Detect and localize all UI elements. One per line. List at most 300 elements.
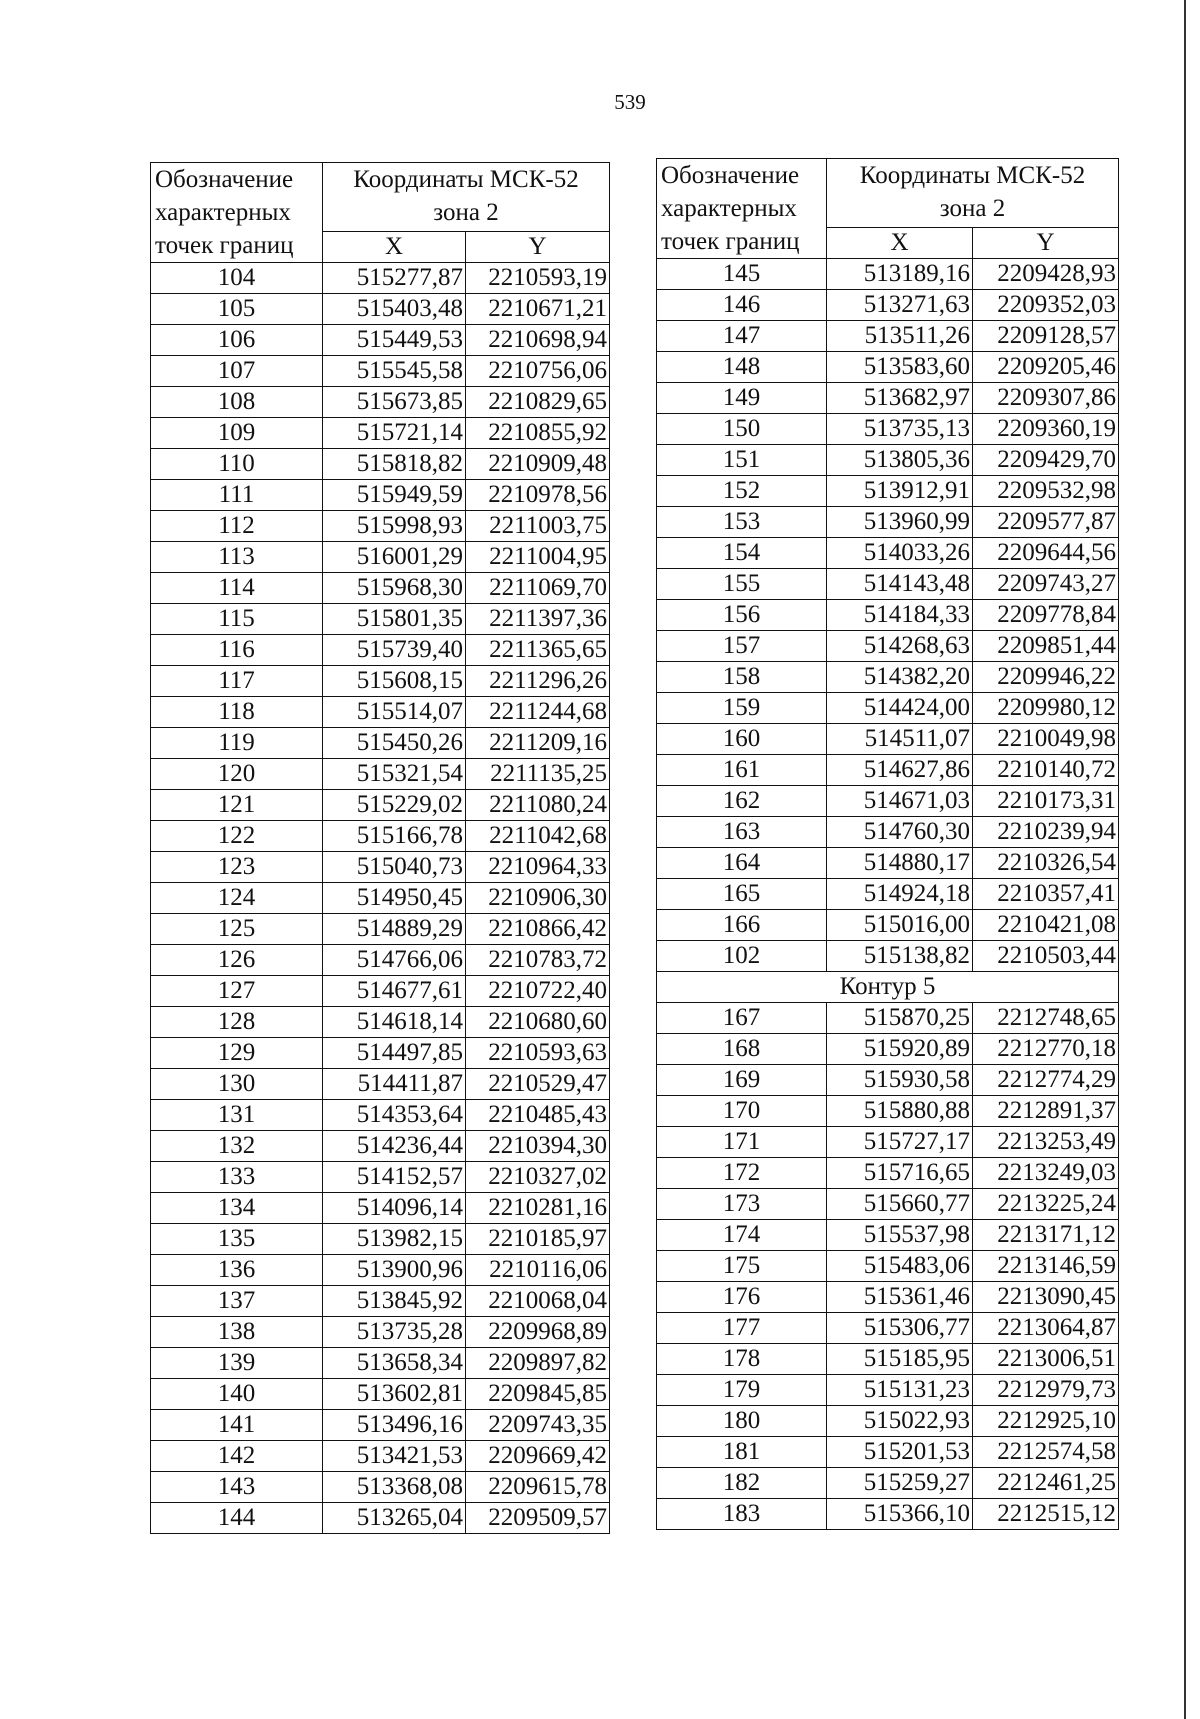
table-row	[657, 755, 1119, 786]
y-coordinate-cell: 2209307,86	[973, 383, 1119, 414]
x-coordinate-cell: 515608,15	[323, 666, 466, 697]
point-number-cell: 160	[657, 724, 827, 755]
point-number-cell: 144	[151, 1503, 323, 1534]
x-coordinate-cell: 515022,93	[827, 1406, 973, 1437]
point-number-cell: 149	[657, 383, 827, 414]
y-coordinate-cell: 2209205,46	[973, 352, 1119, 383]
point-number-cell: 140	[151, 1379, 323, 1410]
y-coordinate-cell: 2209980,12	[973, 693, 1119, 724]
table-row	[151, 1441, 610, 1472]
table-row	[657, 383, 1119, 414]
x-coordinate-cell: 515968,30	[323, 573, 466, 604]
x-coordinate-cell: 515930,58	[827, 1065, 973, 1096]
point-number-cell: 173	[657, 1189, 827, 1220]
point-number-cell: 154	[657, 538, 827, 569]
y-coordinate-cell: 2210185,97	[466, 1224, 610, 1255]
point-number-cell: 177	[657, 1313, 827, 1344]
x-coordinate-cell: 515880,88	[827, 1096, 973, 1127]
table-row	[151, 1410, 610, 1441]
x-coordinate-cell: 515138,82	[827, 941, 973, 972]
x-coordinate-cell: 513583,60	[827, 352, 973, 383]
point-number-cell: 156	[657, 600, 827, 631]
point-number-cell: 133	[151, 1162, 323, 1193]
y-coordinate-cell: 2212515,12	[973, 1499, 1119, 1530]
y-coordinate-cell: 2211069,70	[466, 573, 610, 604]
table-row	[151, 604, 610, 635]
point-number-cell: 130	[151, 1069, 323, 1100]
x-coordinate-cell: 515321,54	[323, 759, 466, 790]
table-row	[151, 697, 610, 728]
table-row	[657, 1499, 1119, 1530]
designation-header-line: характерных	[661, 195, 797, 222]
x-coordinate-cell: 515306,77	[827, 1313, 973, 1344]
table-row	[151, 294, 610, 325]
x-coordinate-cell: 515366,10	[827, 1499, 973, 1530]
y-coordinate-cell: 2210671,21	[466, 294, 610, 325]
y-coordinate-cell: 2210756,06	[466, 356, 610, 387]
table-row	[151, 1379, 610, 1410]
y-coordinate-cell: 2209743,27	[973, 569, 1119, 600]
point-number-cell: 175	[657, 1251, 827, 1282]
table-body	[657, 159, 1119, 1530]
y-coordinate-cell: 2209428,93	[973, 259, 1119, 290]
x-coordinate-cell: 514950,45	[323, 883, 466, 914]
table-row	[151, 1038, 610, 1069]
x-coordinate-cell: 513845,92	[323, 1286, 466, 1317]
table-row	[151, 387, 610, 418]
table-row	[657, 321, 1119, 352]
y-coordinate-cell: 2213146,59	[973, 1251, 1119, 1282]
y-coordinate-cell: 2209644,56	[973, 538, 1119, 569]
x-coordinate-cell: 514382,20	[827, 662, 973, 693]
table-row	[151, 511, 610, 542]
table-row	[151, 1007, 610, 1038]
x-coordinate-cell: 515716,65	[827, 1158, 973, 1189]
point-number-cell: 171	[657, 1127, 827, 1158]
y-coordinate-cell: 2209429,70	[973, 445, 1119, 476]
point-number-cell: 180	[657, 1406, 827, 1437]
table-row	[151, 1286, 610, 1317]
x-coordinate-cell: 515361,46	[827, 1282, 973, 1313]
point-number-cell: 115	[151, 604, 323, 635]
x-coordinate-cell: 515229,02	[323, 790, 466, 821]
designation-header-line: Обозначение	[155, 166, 294, 193]
x-coordinate-cell: 515450,26	[323, 728, 466, 759]
x-coordinate-cell: 515537,98	[827, 1220, 973, 1251]
y-coordinate-cell: 2209128,57	[973, 321, 1119, 352]
table-row	[151, 480, 610, 511]
y-coordinate-cell: 2210239,94	[973, 817, 1119, 848]
point-number-cell: 168	[657, 1034, 827, 1065]
table-row	[151, 1348, 610, 1379]
y-coordinate-cell: 2209532,98	[973, 476, 1119, 507]
y-coordinate-cell: 2210173,31	[973, 786, 1119, 817]
point-number-cell: 112	[151, 511, 323, 542]
x-coordinate-cell: 513735,13	[827, 414, 973, 445]
x-coordinate-cell: 514880,17	[827, 848, 973, 879]
point-number-cell: 162	[657, 786, 827, 817]
table-row	[657, 414, 1119, 445]
table-row	[657, 1406, 1119, 1437]
x-coordinate-cell: 514236,44	[323, 1131, 466, 1162]
x-coordinate-cell: 514677,61	[323, 976, 466, 1007]
point-number-cell: 109	[151, 418, 323, 449]
table-row	[151, 573, 610, 604]
point-number-cell: 134	[151, 1193, 323, 1224]
table-row	[151, 945, 610, 976]
y-coordinate-cell: 2210357,41	[973, 879, 1119, 910]
y-coordinate-cell: 2212925,10	[973, 1406, 1119, 1437]
x-coordinate-cell: 514671,03	[827, 786, 973, 817]
y-coordinate-cell: 2209509,57	[466, 1503, 610, 1534]
x-coordinate-cell: 515131,23	[827, 1375, 973, 1406]
y-coordinate-cell: 2211003,75	[466, 511, 610, 542]
point-number-cell: 106	[151, 325, 323, 356]
y-coordinate-cell: 2210281,16	[466, 1193, 610, 1224]
x-coordinate-cell: 513265,04	[323, 1503, 466, 1534]
designation-header	[151, 163, 323, 263]
table-row	[151, 542, 610, 573]
y-coordinate-cell: 2210327,02	[466, 1162, 610, 1193]
table-row	[657, 786, 1119, 817]
point-number-cell: 129	[151, 1038, 323, 1069]
x-coordinate-cell: 514424,00	[827, 693, 973, 724]
table-row	[657, 879, 1119, 910]
y-coordinate-cell: 2209743,35	[466, 1410, 610, 1441]
y-coordinate-cell: 2210978,56	[466, 480, 610, 511]
table-row	[657, 1344, 1119, 1375]
x-coordinate-cell: 513658,34	[323, 1348, 466, 1379]
point-number-cell: 110	[151, 449, 323, 480]
y-coordinate-cell: 2209577,87	[973, 507, 1119, 538]
x-coordinate-cell: 515870,25	[827, 1003, 973, 1034]
coordinates-header	[323, 163, 610, 232]
y-coordinate-cell: 2210326,54	[973, 848, 1119, 879]
x-coordinate-cell: 513960,99	[827, 507, 973, 538]
x-coordinate-cell: 515545,58	[323, 356, 466, 387]
designation-header-line: точек границ	[155, 232, 294, 259]
y-coordinate-cell: 2211244,68	[466, 697, 610, 728]
x-coordinate-cell: 513900,96	[323, 1255, 466, 1286]
point-number-cell: 165	[657, 879, 827, 910]
y-coordinate-cell: 2210116,06	[466, 1255, 610, 1286]
x-coordinate-cell: 514096,14	[323, 1193, 466, 1224]
x-coordinate-cell: 513511,26	[827, 321, 973, 352]
y-coordinate-cell: 2213064,87	[973, 1313, 1119, 1344]
table-row	[151, 325, 610, 356]
x-coordinate-cell: 515040,73	[323, 852, 466, 883]
table-row	[657, 569, 1119, 600]
y-coordinate-cell: 2210722,40	[466, 976, 610, 1007]
point-number-cell: 120	[151, 759, 323, 790]
y-coordinate-cell: 2209845,85	[466, 1379, 610, 1410]
coordinates-header-line: Координаты МСК-52	[353, 166, 579, 193]
y-coordinate-cell: 2209615,78	[466, 1472, 610, 1503]
table-row	[151, 1193, 610, 1224]
y-coordinate-cell: 2210421,08	[973, 910, 1119, 941]
point-number-cell: 111	[151, 480, 323, 511]
y-coordinate-cell: 2212979,73	[973, 1375, 1119, 1406]
table-row	[657, 1437, 1119, 1468]
table-row	[151, 976, 610, 1007]
table-row	[151, 1503, 610, 1534]
x-coordinate-cell: 514766,06	[323, 945, 466, 976]
table-row	[657, 1375, 1119, 1406]
point-number-cell: 135	[151, 1224, 323, 1255]
point-number-cell: 125	[151, 914, 323, 945]
table-row	[151, 635, 610, 666]
point-number-cell: 124	[151, 883, 323, 914]
point-number-cell: 119	[151, 728, 323, 759]
x-coordinate-cell: 514184,33	[827, 600, 973, 631]
x-coordinate-cell: 514411,87	[323, 1069, 466, 1100]
table-row	[657, 538, 1119, 569]
table-row	[657, 724, 1119, 755]
point-number-cell: 146	[657, 290, 827, 321]
table-row	[657, 1220, 1119, 1251]
x-coordinate-cell: 515259,27	[827, 1468, 973, 1499]
x-coordinate-cell: 515801,35	[323, 604, 466, 635]
y-coordinate-cell: 2212748,65	[973, 1003, 1119, 1034]
point-number-cell: 127	[151, 976, 323, 1007]
y-coordinate-cell: 2210593,19	[466, 263, 610, 294]
table-row	[657, 290, 1119, 321]
designation-header-line: точек границ	[661, 228, 800, 255]
point-number-cell: 132	[151, 1131, 323, 1162]
table-row	[657, 445, 1119, 476]
y-coordinate-cell: 2210593,63	[466, 1038, 610, 1069]
table-row	[151, 821, 610, 852]
point-number-cell: 174	[657, 1220, 827, 1251]
point-number-cell: 152	[657, 476, 827, 507]
point-number-cell: 116	[151, 635, 323, 666]
x-coordinate-cell: 514627,86	[827, 755, 973, 786]
point-number-cell: 153	[657, 507, 827, 538]
y-coordinate-cell: 2209352,03	[973, 290, 1119, 321]
x-header: X	[827, 228, 973, 259]
x-coordinate-cell: 513602,81	[323, 1379, 466, 1410]
table-row	[151, 418, 610, 449]
point-number-cell: 172	[657, 1158, 827, 1189]
y-coordinate-cell: 2209851,44	[973, 631, 1119, 662]
x-coordinate-cell: 513368,08	[323, 1472, 466, 1503]
point-number-cell: 151	[657, 445, 827, 476]
x-coordinate-cell: 515998,93	[323, 511, 466, 542]
y-coordinate-cell: 2211209,16	[466, 728, 610, 759]
point-number-cell: 102	[657, 941, 827, 972]
x-coordinate-cell: 513682,97	[827, 383, 973, 414]
table-row	[657, 1127, 1119, 1158]
y-coordinate-cell: 2210783,72	[466, 945, 610, 976]
x-coordinate-cell: 513189,16	[827, 259, 973, 290]
y-coordinate-cell: 2211080,24	[466, 790, 610, 821]
y-header: Y	[973, 228, 1119, 259]
point-number-cell: 137	[151, 1286, 323, 1317]
coordinates-table-left	[150, 162, 610, 1534]
x-coordinate-cell: 513912,91	[827, 476, 973, 507]
point-number-cell: 143	[151, 1472, 323, 1503]
point-number-cell: 181	[657, 1437, 827, 1468]
y-header: Y	[466, 232, 610, 263]
table-row	[657, 848, 1119, 879]
x-coordinate-cell: 514268,63	[827, 631, 973, 662]
x-header: X	[323, 232, 466, 263]
point-number-cell: 147	[657, 321, 827, 352]
point-number-cell: 113	[151, 542, 323, 573]
x-coordinate-cell: 513735,28	[323, 1317, 466, 1348]
y-coordinate-cell: 2212574,58	[973, 1437, 1119, 1468]
table-row	[151, 449, 610, 480]
table-row	[657, 352, 1119, 383]
point-number-cell: 108	[151, 387, 323, 418]
table-row	[657, 631, 1119, 662]
x-coordinate-cell: 514152,57	[323, 1162, 466, 1193]
y-coordinate-cell: 2213249,03	[973, 1158, 1119, 1189]
y-coordinate-cell: 2210698,94	[466, 325, 610, 356]
table-row	[657, 507, 1119, 538]
x-coordinate-cell: 515449,53	[323, 325, 466, 356]
x-coordinate-cell: 514033,26	[827, 538, 973, 569]
table-row	[657, 1189, 1119, 1220]
y-coordinate-cell: 2212461,25	[973, 1468, 1119, 1499]
x-coordinate-cell: 513982,15	[323, 1224, 466, 1255]
x-coordinate-cell: 515403,48	[323, 294, 466, 325]
y-coordinate-cell: 2211042,68	[466, 821, 610, 852]
table-row	[657, 1251, 1119, 1282]
table-row	[657, 693, 1119, 724]
y-coordinate-cell: 2211135,25	[466, 759, 610, 790]
x-coordinate-cell: 515185,95	[827, 1344, 973, 1375]
y-coordinate-cell: 2211004,95	[466, 542, 610, 573]
table-row	[151, 263, 610, 294]
point-number-cell: 105	[151, 294, 323, 325]
x-coordinate-cell: 514760,30	[827, 817, 973, 848]
y-coordinate-cell: 2210909,48	[466, 449, 610, 480]
x-coordinate-cell: 514497,85	[323, 1038, 466, 1069]
contour-row	[657, 972, 1119, 1003]
point-number-cell: 117	[151, 666, 323, 697]
table-row	[151, 728, 610, 759]
table-row	[657, 600, 1119, 631]
point-number-cell: 139	[151, 1348, 323, 1379]
x-coordinate-cell: 515818,82	[323, 449, 466, 480]
x-coordinate-cell: 514889,29	[323, 914, 466, 945]
point-number-cell: 128	[151, 1007, 323, 1038]
page-edge-line	[1184, 0, 1186, 1719]
point-number-cell: 159	[657, 693, 827, 724]
point-number-cell: 155	[657, 569, 827, 600]
point-number-cell: 131	[151, 1100, 323, 1131]
coordinates-header-line: Координаты МСК-52	[859, 162, 1086, 189]
x-coordinate-cell: 515739,40	[323, 635, 466, 666]
table-row	[151, 759, 610, 790]
table-row	[151, 852, 610, 883]
y-coordinate-cell: 2209778,84	[973, 600, 1119, 631]
point-number-cell: 169	[657, 1065, 827, 1096]
point-number-cell: 123	[151, 852, 323, 883]
y-coordinate-cell: 2210485,43	[466, 1100, 610, 1131]
table-row	[151, 883, 610, 914]
x-coordinate-cell: 514511,07	[827, 724, 973, 755]
point-number-cell: 161	[657, 755, 827, 786]
table-row	[151, 914, 610, 945]
table-row	[151, 1100, 610, 1131]
point-number-cell: 148	[657, 352, 827, 383]
point-number-cell: 179	[657, 1375, 827, 1406]
point-number-cell: 182	[657, 1468, 827, 1499]
y-coordinate-cell: 2212774,29	[973, 1065, 1119, 1096]
point-number-cell: 114	[151, 573, 323, 604]
designation-header-line: Обозначение	[661, 162, 800, 189]
y-coordinate-cell: 2211397,36	[466, 604, 610, 635]
table-row	[151, 790, 610, 821]
table-row	[151, 1131, 610, 1162]
table-row	[657, 1313, 1119, 1344]
y-coordinate-cell: 2210394,30	[466, 1131, 610, 1162]
y-coordinate-cell: 2212891,37	[973, 1096, 1119, 1127]
x-coordinate-cell: 515673,85	[323, 387, 466, 418]
table-row	[151, 1255, 610, 1286]
x-coordinate-cell: 513421,53	[323, 1441, 466, 1472]
table-row	[657, 1065, 1119, 1096]
table-row	[657, 662, 1119, 693]
table-row	[657, 817, 1119, 848]
point-number-cell: 121	[151, 790, 323, 821]
table-row	[151, 666, 610, 697]
x-coordinate-cell: 514143,48	[827, 569, 973, 600]
point-number-cell: 141	[151, 1410, 323, 1441]
y-coordinate-cell: 2213090,45	[973, 1282, 1119, 1313]
point-number-cell: 118	[151, 697, 323, 728]
x-coordinate-cell: 514924,18	[827, 879, 973, 910]
point-number-cell: 167	[657, 1003, 827, 1034]
x-coordinate-cell: 514618,14	[323, 1007, 466, 1038]
x-coordinate-cell: 515016,00	[827, 910, 973, 941]
table-row	[657, 910, 1119, 941]
table-row	[657, 1158, 1119, 1189]
y-coordinate-cell: 2211296,26	[466, 666, 610, 697]
y-coordinate-cell: 2213225,24	[973, 1189, 1119, 1220]
point-number-cell: 145	[657, 259, 827, 290]
table-row	[657, 1468, 1119, 1499]
table-row	[657, 1003, 1119, 1034]
table-row	[151, 1317, 610, 1348]
y-coordinate-cell: 2213253,49	[973, 1127, 1119, 1158]
coordinates-table-right	[656, 158, 1119, 1530]
x-coordinate-cell: 513496,16	[323, 1410, 466, 1441]
point-number-cell: 166	[657, 910, 827, 941]
y-coordinate-cell: 2209968,89	[466, 1317, 610, 1348]
y-coordinate-cell: 2210855,92	[466, 418, 610, 449]
y-coordinate-cell: 2210906,30	[466, 883, 610, 914]
y-coordinate-cell: 2210866,42	[466, 914, 610, 945]
x-coordinate-cell: 515949,59	[323, 480, 466, 511]
y-coordinate-cell: 2210049,98	[973, 724, 1119, 755]
y-coordinate-cell: 2209946,22	[973, 662, 1119, 693]
x-coordinate-cell: 515166,78	[323, 821, 466, 852]
y-coordinate-cell: 2211365,65	[466, 635, 610, 666]
x-coordinate-cell: 516001,29	[323, 542, 466, 573]
table-body	[151, 163, 610, 1534]
table-row	[657, 1034, 1119, 1065]
point-number-cell: 157	[657, 631, 827, 662]
contour-label: Контур 5	[657, 972, 1119, 1003]
point-number-cell: 178	[657, 1344, 827, 1375]
point-number-cell: 104	[151, 263, 323, 294]
table-row	[657, 259, 1119, 290]
point-number-cell: 150	[657, 414, 827, 445]
designation-header	[657, 159, 827, 259]
